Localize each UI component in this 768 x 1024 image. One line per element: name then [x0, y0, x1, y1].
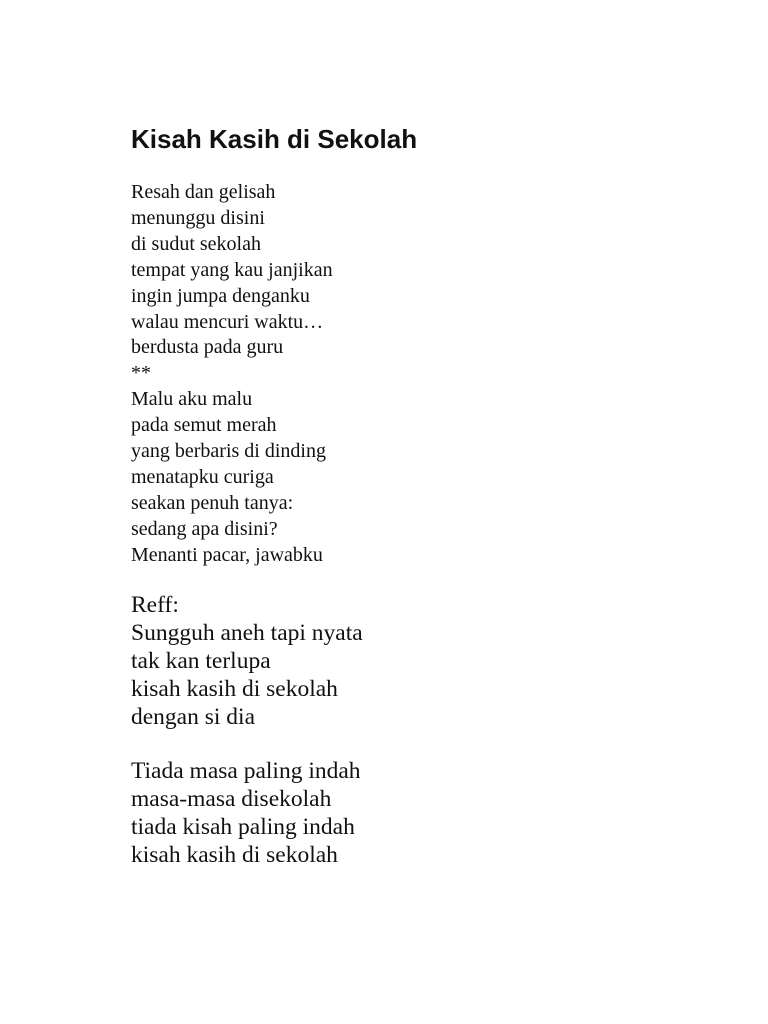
- song-title: Kisah Kasih di Sekolah: [131, 124, 418, 154]
- lyric-line: sedang apa disini?: [131, 517, 278, 540]
- lyric-line: di sudut sekolah: [131, 232, 261, 255]
- lyric-line: Menanti pacar, jawabku: [131, 543, 323, 566]
- lyric-line: pada semut merah: [131, 414, 277, 437]
- lyric-line: berdusta pada guru: [131, 336, 284, 359]
- lyric-line: Tiada masa paling indah: [131, 758, 361, 784]
- lyric-line: tak kan terlupa: [131, 647, 271, 674]
- verse-1: [131, 180, 333, 569]
- lyric-line: yang berbaris di dinding: [131, 440, 326, 463]
- lyric-line: kisah kasih di sekolah: [131, 675, 338, 702]
- refrain: [131, 592, 363, 732]
- lyric-line: seakan penuh tanya:: [131, 491, 294, 514]
- lyric-line: walau mencuri waktu…: [131, 310, 324, 333]
- lyric-line: Sungguh aneh tapi nyata: [131, 619, 363, 646]
- lyric-line: menatapku curiga: [131, 465, 274, 488]
- lyric-line: ingin jumpa denganku: [131, 284, 310, 307]
- lyric-line: masa-masa disekolah: [131, 785, 332, 812]
- lyric-line: menunggu disini: [131, 206, 265, 229]
- lyric-line: Malu aku malu: [131, 388, 253, 411]
- verse-2: [131, 758, 361, 870]
- stanza-separator: **: [131, 362, 151, 385]
- lyric-line: kisah kasih di sekolah: [131, 841, 338, 868]
- lyric-line: tiada kisah paling indah: [131, 813, 355, 840]
- refrain-label: Reff:: [131, 592, 179, 618]
- lyric-line: Resah dan gelisah: [131, 181, 276, 203]
- lyric-line: tempat yang kau janjikan: [131, 258, 333, 281]
- lyric-line: dengan si dia: [131, 703, 255, 730]
